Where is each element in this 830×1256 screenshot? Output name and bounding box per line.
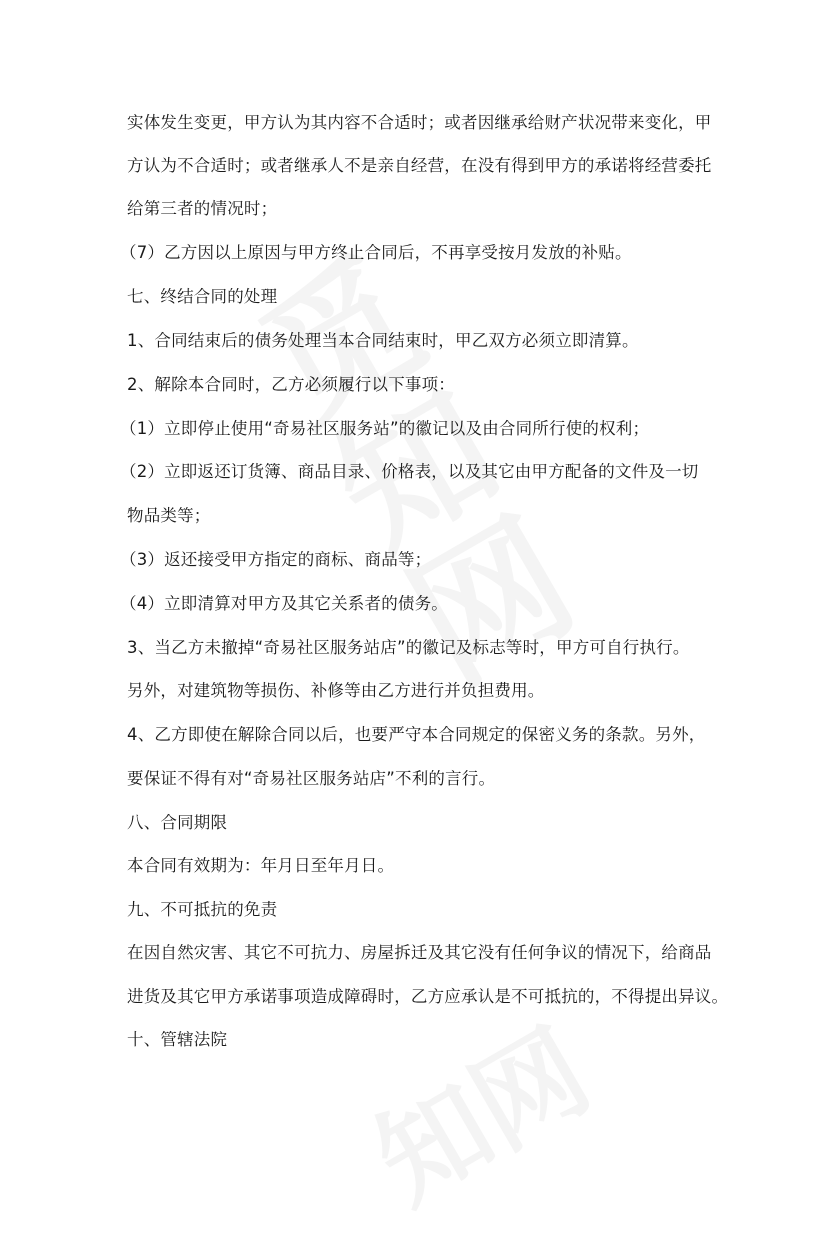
paragraph-line: 1、合同结束后的债务处理当本合同结束时，甲乙双方必须立即清算。 (127, 331, 639, 350)
paragraph-line: 另外，对建筑物等损伤、补修等由乙方进行并负担费用。 (127, 681, 545, 700)
paragraph-line: 本合同有效期为：年月日至年月日。 (127, 856, 395, 875)
paragraph-line: 给第三者的情况时； (127, 199, 278, 218)
paragraph-line: 3、当乙方未撤掉“奇易社区服务站店”的徽记及标志等时，甲方可自行执行。 (127, 638, 690, 657)
paragraph-line: 要保证不得有对“奇易社区服务站店”不利的言行。 (127, 769, 496, 788)
section-heading: 七、终结合同的处理 (127, 287, 278, 306)
section-heading: 十、管辖法院 (127, 1030, 228, 1049)
paragraph-line: （4）立即清算对甲方及其它关系者的债务。 (120, 594, 448, 613)
paragraph-line: 2、解除本合同时，乙方必须履行以下事项： (127, 375, 455, 394)
paragraph-line: （3）返还接受甲方指定的商标、商品等； (120, 550, 432, 569)
paragraph-line: （2）立即返还订货簿、商品目录、价格表，以及其它由甲方配备的文件及一切 (120, 462, 699, 481)
paragraph-line: 物品类等； (127, 506, 211, 525)
paragraph-line: （7）乙方因以上原因与甲方终止合同后，不再享受按月发放的补贴。 (120, 243, 632, 262)
paragraph-line: 方认为不合适时；或者继承人不是亲自经营，在没有得到甲方的承诺将经营委托 (127, 156, 712, 175)
paragraph-line: 4、乙方即使在解除合同以后，也要严守本合同规定的保密义务的条款。另外， (127, 725, 706, 744)
paragraph-line: 在因自然灾害、其它不可抗力、房屋拆迁及其它没有任何争议的情况下，给商品 (127, 943, 712, 962)
section-heading: 九、不可抵抗的免责 (127, 900, 278, 919)
paragraph-line: 实体发生变更，甲方认为其内容不合适时；或者因继承给财产状况带来变化，甲 (127, 113, 712, 132)
section-heading: 八、合同期限 (127, 813, 228, 832)
paragraph-line: （1）立即停止使用“奇易社区服务站”的徽记以及由合同所行使的权利； (120, 419, 650, 438)
paragraph-line: 进货及其它甲方承诺事项造成障碍时，乙方应承认是不可抵抗的，不得提出异议。 (127, 987, 729, 1006)
